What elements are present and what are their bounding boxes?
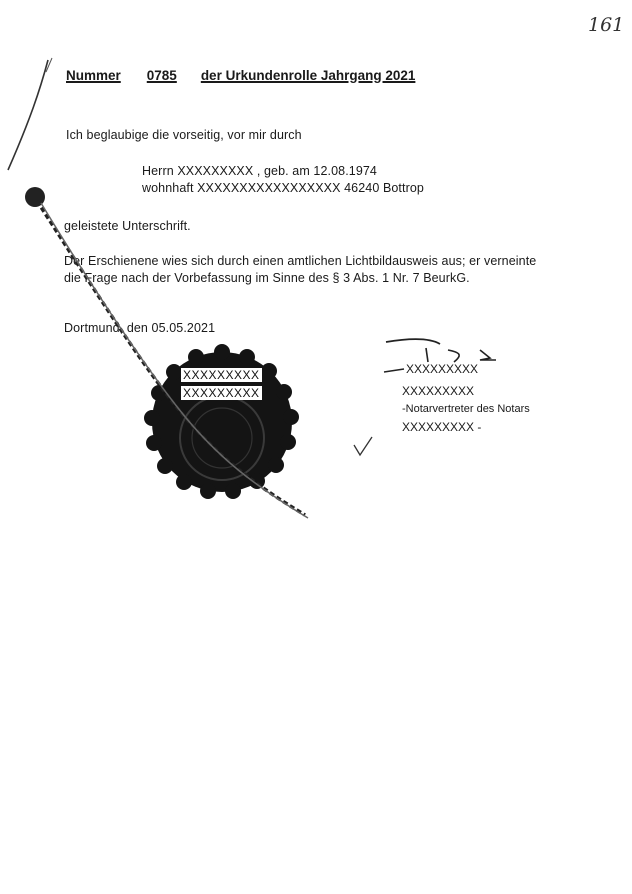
document-number: 0785	[146, 68, 177, 83]
check-mark-icon	[352, 435, 376, 459]
notary-name-2: XXXXXXXXX	[402, 384, 475, 398]
seal-cord	[25, 185, 325, 530]
notary-role: -Notarvertreter des Notars	[402, 403, 530, 415]
person-line-2: wohnhaft XXXXXXXXXXXXXXXXX 46240 Bottrop	[142, 181, 424, 195]
notary-name-1: XXXXXXXXX	[406, 362, 479, 376]
notary-name-3: XXXXXXXXX -	[402, 420, 482, 434]
margin-mark	[0, 50, 60, 180]
signature-statement: geleistete Unterschrift.	[64, 219, 191, 233]
person-line-1: Herrn XXXXXXXXX , geb. am 12.08.1974	[142, 164, 377, 178]
identity-line-2: die Frage nach der Vorbefassung im Sinne des § 3 Abs. 1 Nr. 7 BeurkG.	[64, 271, 470, 285]
document-header	[66, 68, 415, 83]
place-date: Dortmund, den 05.05.2021	[64, 321, 216, 335]
identity-line-1: Der Erschienene wies sich durch einen amtlichen Lichtbildausweis aus; er verneinte	[64, 254, 537, 268]
page-number: 161	[588, 14, 625, 36]
seal-redaction-2: XXXXXXXXX	[183, 386, 260, 400]
intro-text: Ich beglaubige die vorseitig, vor mir durch	[66, 128, 302, 142]
header-label: Nummer	[66, 68, 121, 83]
seal-redaction-1: XXXXXXXXX	[183, 368, 260, 382]
header-rest: der Urkundenrolle Jahrgang 2021	[200, 68, 416, 83]
